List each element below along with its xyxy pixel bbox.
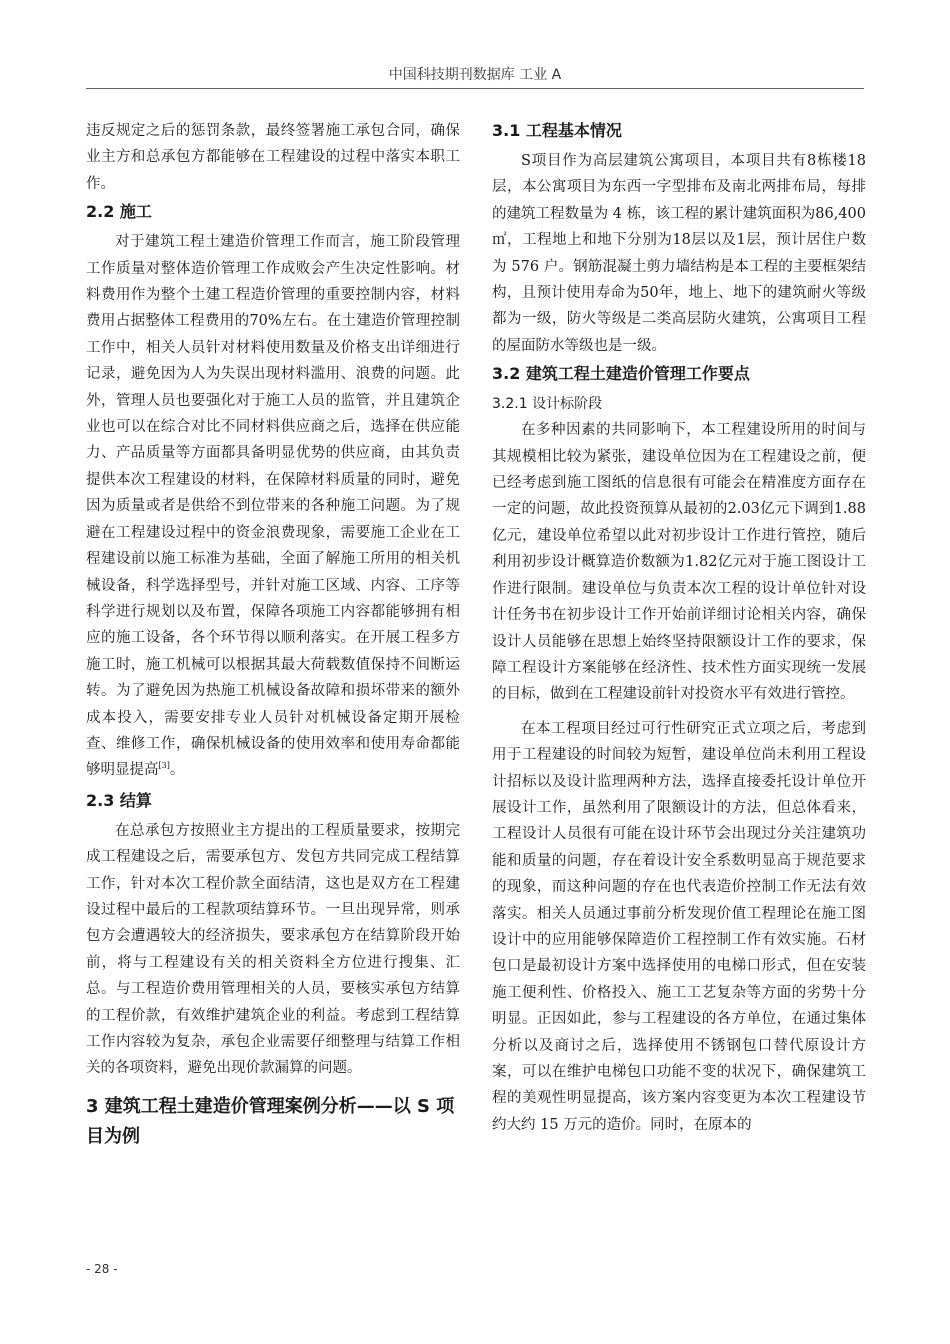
paragraph-settlement: 在总承包方按照业主方提出的工程质量要求，按期完成工程建设之后，需要承包方、发包方共同完成工程结算工作，针对本次工程价款全面结清，这也是双方在工程建设过程中最后的工程款项结算环节。一旦出现异常，则承包方会遭遇较大的经济损失，要求承包方在结算阶段开始前，将与工程建设有关的相关资料全方位进行搜集、汇总。与工程造价费用管理相关的人员，要核实承包方结算的工程价款，有效维护建筑企业的利益。考虑到工程结算工作内容较为复杂，承包企业需要仔细整理与结算工作相关的各项资料，避免出现价款漏算的问题。: [86, 822, 460, 1077]
right-column: [492, 118, 866, 1138]
paragraph-continued: 违反规定之后的惩罚条款，最终签署施工承包合同，确保业主方和总承包方都能够在工程建设的过程中落实本职工作。: [86, 123, 460, 192]
paragraph-end-mark: 。: [169, 762, 185, 779]
running-header: 中国科技期刊数据库 工业 A: [388, 67, 562, 83]
paragraph-design-stage-b: 在本工程项目经过可行性研究正式立项之后，考虑到用于工程建设的时间较为短暂，建设单位尚未利用工程设计招标以及设计监理两种方法，选择直接委托设计单位开展设计工作，虽然利用了限额设计的方法，但总体看来，工程设计人员很有可能在设计环节会出现过分关注建筑功能和质量的问题，存在着设计安全系数明显高于规范要求的现象，而这种问题的存在也代表造价控制工作无法有效落实。相关人员通过事前分析发现价值工程理论在施工图设计中的应用能够保障造价工程控制工作有效实施。石材包口是最初设计方案中选择使用的电梯口形式，但在安装施工便利性、价格投入、施工工艺复杂等方面的劣势十分明显。正因如此，参与工程建设的各方单位，在通过集体分析以及商讨之后，选择使用不锈钢包口替代原设计方案，可以在维护电梯包口功能不变的状况下，确保建筑工程的美观性明显提高，该方案内容变更为本次工程建设节约大约 15 万元的造价。同时，在原本的: [492, 720, 866, 1133]
section-heading-3-1: 3.1 工程基本情况: [492, 121, 622, 140]
subsection-heading-3-2-1: 3.2.1 设计标阶段: [492, 396, 603, 413]
section-heading-2-3: 2.3 结算: [86, 790, 152, 810]
section-heading-3: 3 建筑工程土建造价管理案例分析——以 S 项目为例: [86, 1095, 455, 1147]
section-heading-2-2: 2.2 施工: [86, 202, 152, 222]
paragraph-construction: [86, 229, 460, 784]
section-heading-3-2: 3.2 建筑工程土建造价管理工作要点: [492, 364, 750, 384]
paragraph-construction-text: 对于建筑工程土建造价管理工作而言，施工阶段管理工作质量对整体造价管理工作成败会产生决定性影响。材料费用作为整个土建工程造价管理的重要控制内容，材料费用占据整体工程费用的70%左右。在土建造价管理控制工作中，相关人员针对材料使用数量及价格支出详细进行记录，避免因为人为失误出现材料滥用、浪费的问题。此外，管理人员也要强化对于施工人员的监管，并且建筑企业也可以在综合对比不同材料供应商之后，选择在供应能力、产品质量等方面都具备明显优势的供应商，由其负责提供本次工程建设的材料，在保障材料质量的同时，避免因为质量或者是供给不到位带来的各种施工问题。为了规避在工程建设过程中的资金浪费现象，需要施工企业在工程建设前以施工标准为基础，全面了解施工所用的相关机械设备，科学选择型号，并针对施工区域、内容、工序等科学进行规划以及布置，保障各项施工内容都能够拥有相应的施工设备，各个环节得以顺利落实。在开展工程多方施工时，施工机械可以根据其最大荷载数值保持不间断运转。为了避免因为热施工机械设备故障和损坏带来的额外成本投入，需要安排专业人员针对机械设备定期开展检查、维修工作，确保机械设备的使用效率和使用寿命都能够明显提高: [86, 234, 460, 779]
left-column: [86, 118, 460, 1152]
paragraph-design-stage-a: 在多种因素的共同影响下，本工程建设所用的时间与其规模相比较为紧张，建设单位因为在工程建设之前，便已经考虑到施工图纸的信息很有可能会在精准度方面存在一定的问题，故此投资预算从最初的2.03亿元下调到1.88亿元，建设单位希望以此对初步设计工作进行管控，随后利用初步设计概算造价数额为1.82亿元对于施工图设计工作进行限制。建设单位与负责本次工程的设计单位针对设计任务书在初步设计工作开始前详细讨论相关内容，确保设计人员能够在思想上始终坚持限额设计工作的要求，保障工程设计方案能够在经济性、技术性方面实现统一发展的目标，做到在工程建设前针对投资水平有效进行管控。: [492, 422, 866, 703]
citation-3: [3]: [158, 761, 170, 771]
paragraph-project-overview: S项目作为高层建筑公寓项目，本项目共有8栋楼18层，本公寓项目为东西一字型排布及南北两排布局，每排的建筑工程数量为 4 栋，该工程的累计建筑面积为86,400㎡，工程地上和地下分别为18层以及1层，预计居住户数为 576 户。钢筋混凝土剪力墙结构是本工程的主要框架结构，且预计使用寿命为50年，地上、地下的建筑耐火等级都为一级，防火等级是二类高层防火建筑，公寓项目工程的屋面防水等级也是一级。: [492, 153, 866, 354]
page-number: - 28 -: [86, 1262, 118, 1276]
header-rule: [86, 88, 864, 89]
